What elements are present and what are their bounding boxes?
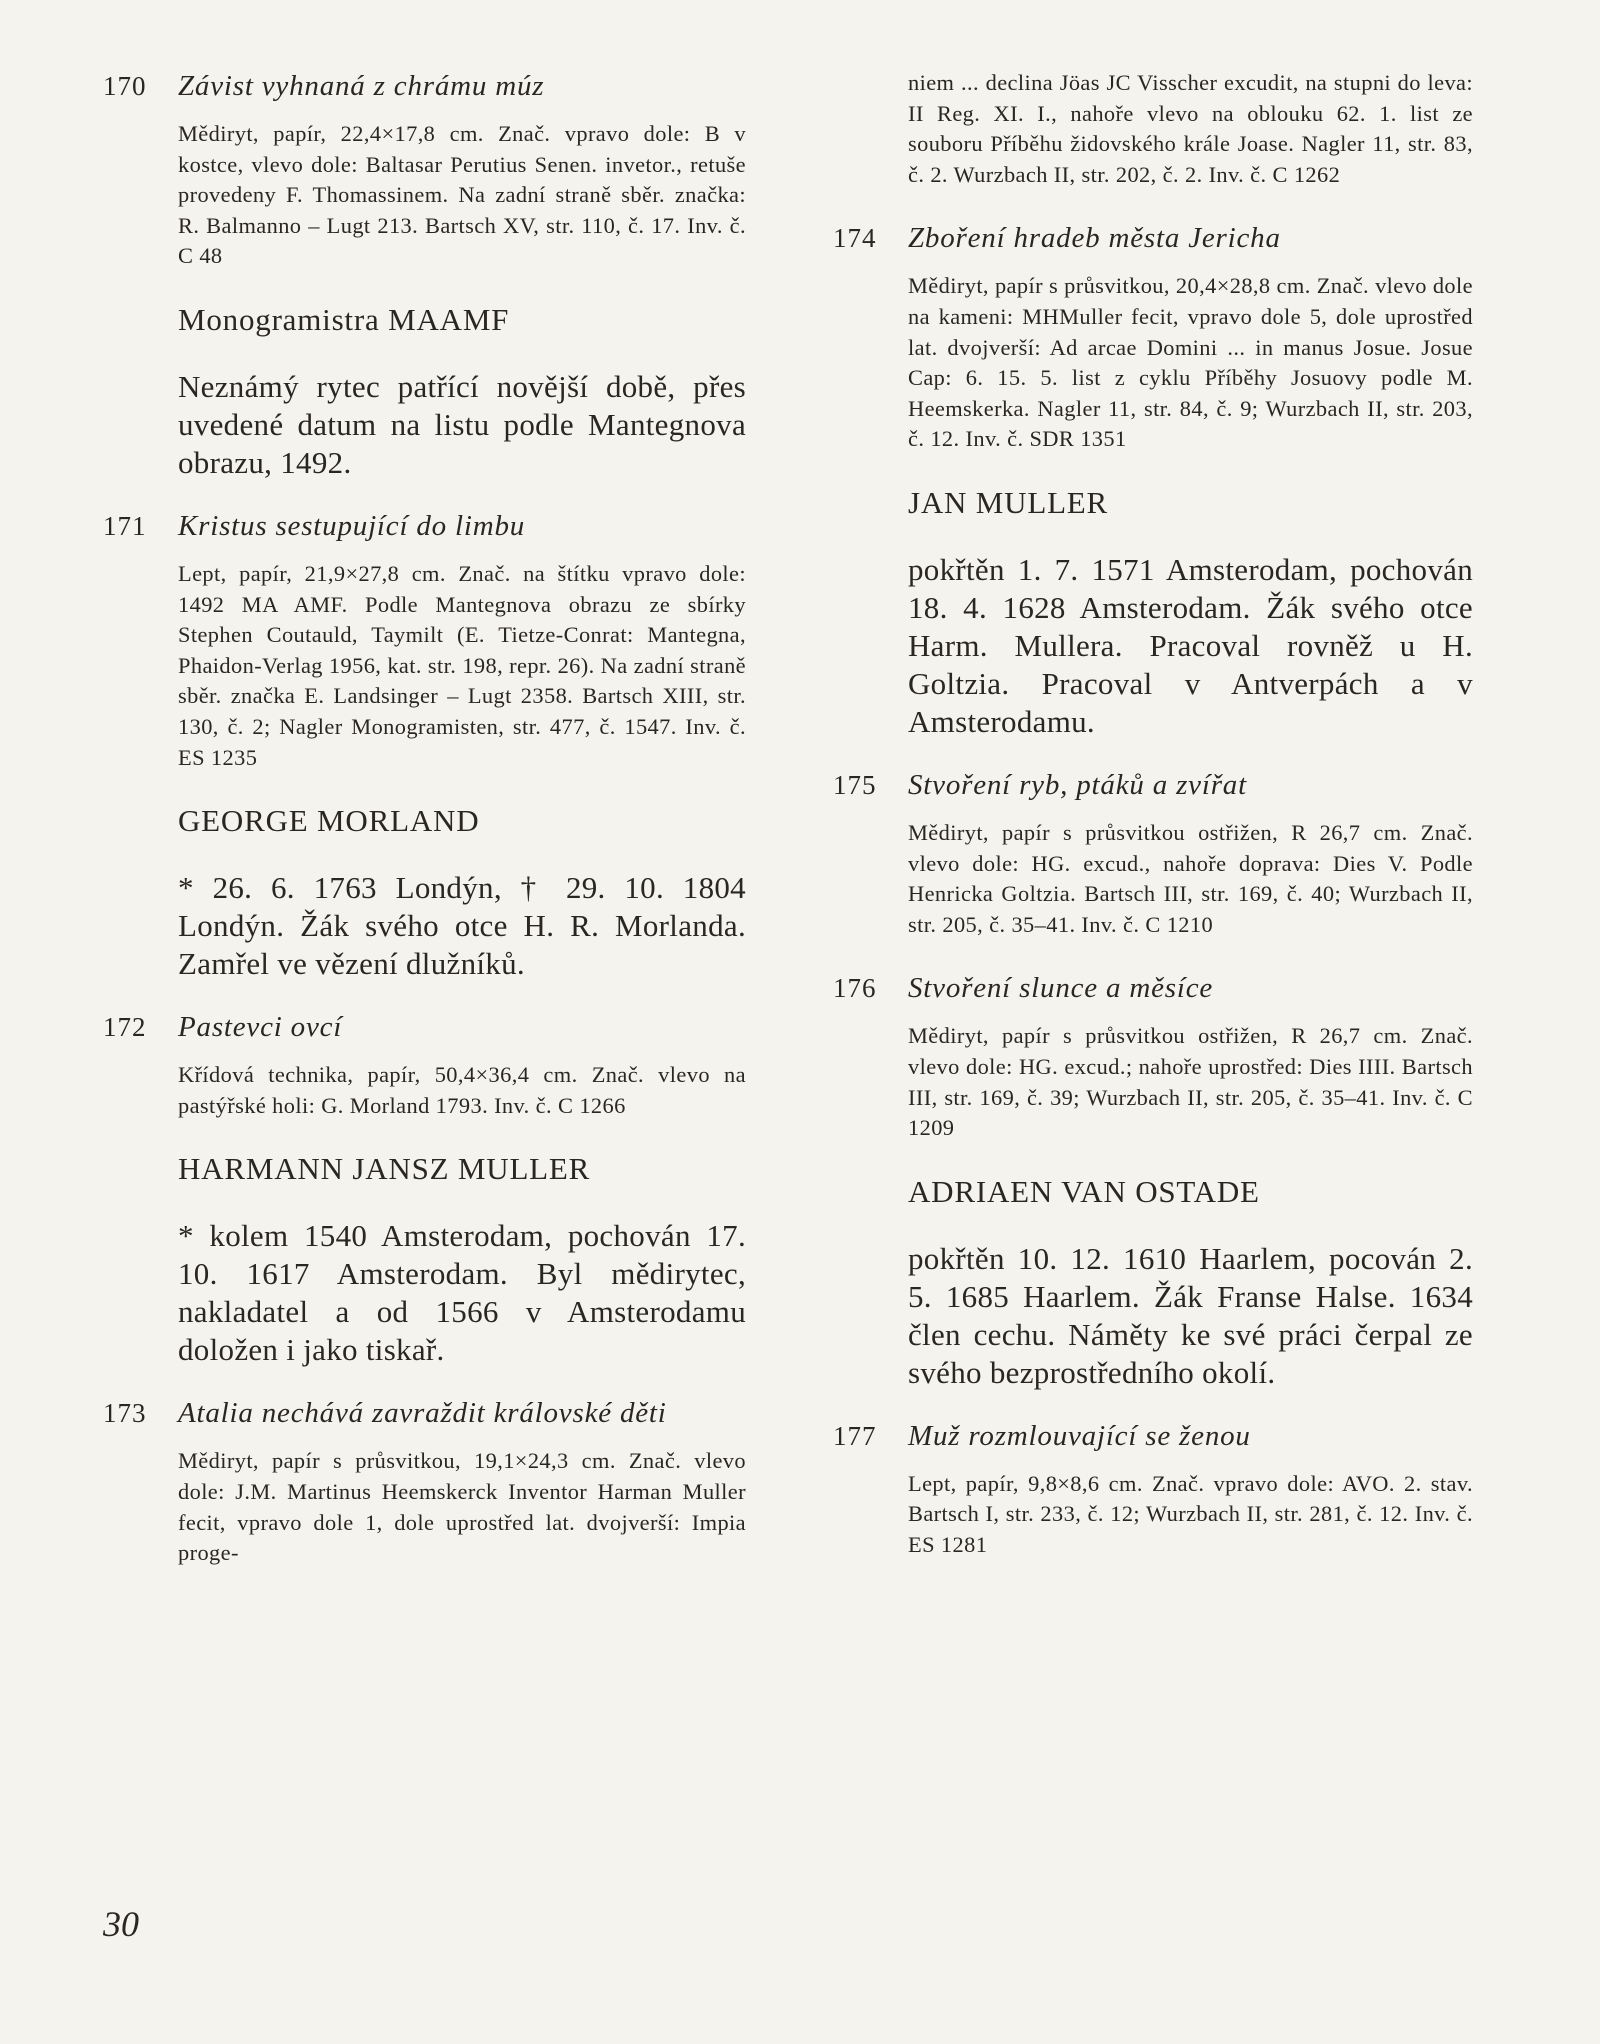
catalog-entry-176 [833,970,1473,1143]
entry-description: Mědiryt, papír, 22,4×17,8 cm. Znač. vpravo dole: B v kostce, vlevo dole: Baltasar Perutius Senen. invetor., retuše provedeny F. Thomassinem. Na zadní straně sběr. značka: R. Balmanno – Lugt 213. Bartsch XV, str. 110, č. 17. Inv. č. C 48 [178,121,746,269]
entry-description: Mědiryt, papír s průsvitkou, 19,1×24,3 cm. Znač. vlevo dole: J.M. Martinus Heemskerck Inventor Harman Muller fecit, vpravo dole 1, dole uprostřed lat. dvojverší: Impia proge- [178,1448,746,1566]
left-column [103,68,746,1599]
entry-description: Mědiryt, papír s průsvitkou, 20,4×28,8 cm. Znač. vlevo dole na kameni: MHMuller fecit, vpravo dole 5, dole uprostřed lat. dvojverší: Ad arcae Domini ... in manus Josue. Josue Cap: 6. 15. 5. list z cyklu Příběhy Josuovy podle M. Heemskerka. Nagler 11, str. 84, č. 9; Wurzbach II, str. 203, č. 12. Inv. č. SDR 1351 [908,273,1473,452]
entry-title: Muž rozmlouvající se ženou [908,1419,1251,1452]
entry-number: 176 [833,973,877,1004]
entry-title: Kristus sestupující do limbu [178,509,526,542]
entry-number: 177 [833,1420,877,1451]
right-column [833,68,1473,1590]
entry-description: Mědiryt, papír s průsvitkou ostřižen, R 26,7 cm. Znač. vlevo dole: HG. excud.; nahoře uprostřed: Dies IIII. Bartsch III, str. 169, č. 39; Wurzbach II, str. 205, č. 35–41. Inv. č. C 1209 [908,1023,1473,1141]
catalog-entry-174 [833,220,1473,455]
entry-description-continued: niem ... declina Jöas JC Visscher excudit, na stupni do leva: II Reg. XI. I., nahoře vlevo na oblouku 62. 1. list ze souboru Příběhu židovského krále Joase. Nagler 11, str. 83, č. 2. Wurzbach II, str. 202, č. 2. Inv. č. C 1262 [908,70,1473,187]
entry-title: Zboření hradeb města Jericha [908,222,1281,255]
catalog-entry-171 [103,508,746,773]
artist-heading: JAN MULLER [908,484,1109,520]
catalog-entry-177 [833,1418,1473,1561]
catalog-entry-172 [103,1009,746,1121]
entry-description: Křídová technika, papír, 50,4×36,4 cm. Znač. vlevo na pastýřské holi: G. Morland 1793. Inv. č. C 1266 [178,1062,746,1118]
entry-description: Lept, papír, 21,9×27,8 cm. Znač. na štítku vpravo dole: 1492 MA AMF. Podle Mantegnova obrazu ze sbírky Stephen Coutauld, Taymilt (E. Tietze-Conrat: Mantegna, Phaidon-Verlag 1956, kat. str. 198, repr. 26). Na zadní straně sběr. značka E. Landsinger – Lugt 2358. Bartsch XIII, str. 130, č. 2; Nagler Monogramisten, str. 477, č. 1547. Inv. č. ES 1235 [178,560,746,770]
entry-description: Lept, papír, 9,8×8,6 cm. Znač. vpravo dole: AVO. 2. stav. Bartsch I, str. 233, č. 12; Wurzbach II, str. 281, č. 12. Inv. č. ES 1281 [908,1470,1473,1557]
artist-bio: pokřtěn 1. 7. 1571 Amsterodam, pochován 18. 4. 1628 Amsterodam. Žák svého otce Harm. Mullera. Pracoval rovněž u H. Goltzia. Pracoval v Antverpách a v Amsterodamu. [908,551,1473,739]
catalog-entry-175 [833,767,1473,940]
catalog-entry-173-continued [833,68,1473,190]
entry-number: 170 [103,71,147,101]
artist-bio: * 26. 6. 1763 Londýn, † 29. 10. 1804 Londýn. Žák svého otce H. R. Morlanda. Zamřel ve vězení dlužníků. [178,870,746,982]
entry-title: Stvoření ryb, ptáků a zvířat [908,768,1247,801]
entry-description: Mědiryt, papír s průsvitkou ostřižen, R 26,7 cm. Znač. vlevo dole: HG. excud., nahoře doprava: Dies V. Podle Henricka Goltzia. Bartsch III, str. 169, č. 40; Wurzbach II, str. 205, č. 35–41. Inv. č. C 1210 [908,819,1473,937]
catalog-entry-173 [103,1395,746,1568]
entry-number: 171 [103,510,147,541]
artist-bio: * kolem 1540 Amsterodam, pochován 17. 10. 1617 Amsterodam. Byl mědirytec, nakladatel a od 1566 v Amsterodamu doložen i jako tiskař. [178,1218,746,1368]
artist-heading: HARMANN JANSZ MULLER [178,1151,591,1187]
artist-bio: Neznámý rytec patřící novější době, přes uvedené datum na listu podle Mantegnova obrazu, 1492. [178,368,746,480]
entry-number: 173 [103,1398,147,1429]
artist-bio: pokřtěn 10. 12. 1610 Haarlem, pocován 2. 5. 1685 Haarlem. Žák Franse Halse. 1634 člen cechu. Náměty ke své práci čerpal ze svého bezprostředního okolí. [908,1240,1473,1390]
entry-number: 174 [833,223,877,254]
artist-heading: Monogramistra MAAMF [178,301,510,337]
entry-number: 175 [833,769,877,800]
entry-title: Stvoření slunce a měsíce [908,972,1214,1005]
entry-title: Pastevci ovcí [178,1011,343,1044]
page-number: 30 [103,1904,139,1944]
entry-number: 172 [103,1012,147,1043]
entry-title: Závist vyhnaná z chrámu múz [178,70,545,102]
artist-heading: GEORGE MORLAND [178,803,480,839]
catalog-entry-170 [103,68,746,272]
entry-title: Atalia nechává zavraždit královské děti [178,1397,667,1430]
artist-heading: ADRIAEN VAN OSTADE [908,1173,1260,1209]
